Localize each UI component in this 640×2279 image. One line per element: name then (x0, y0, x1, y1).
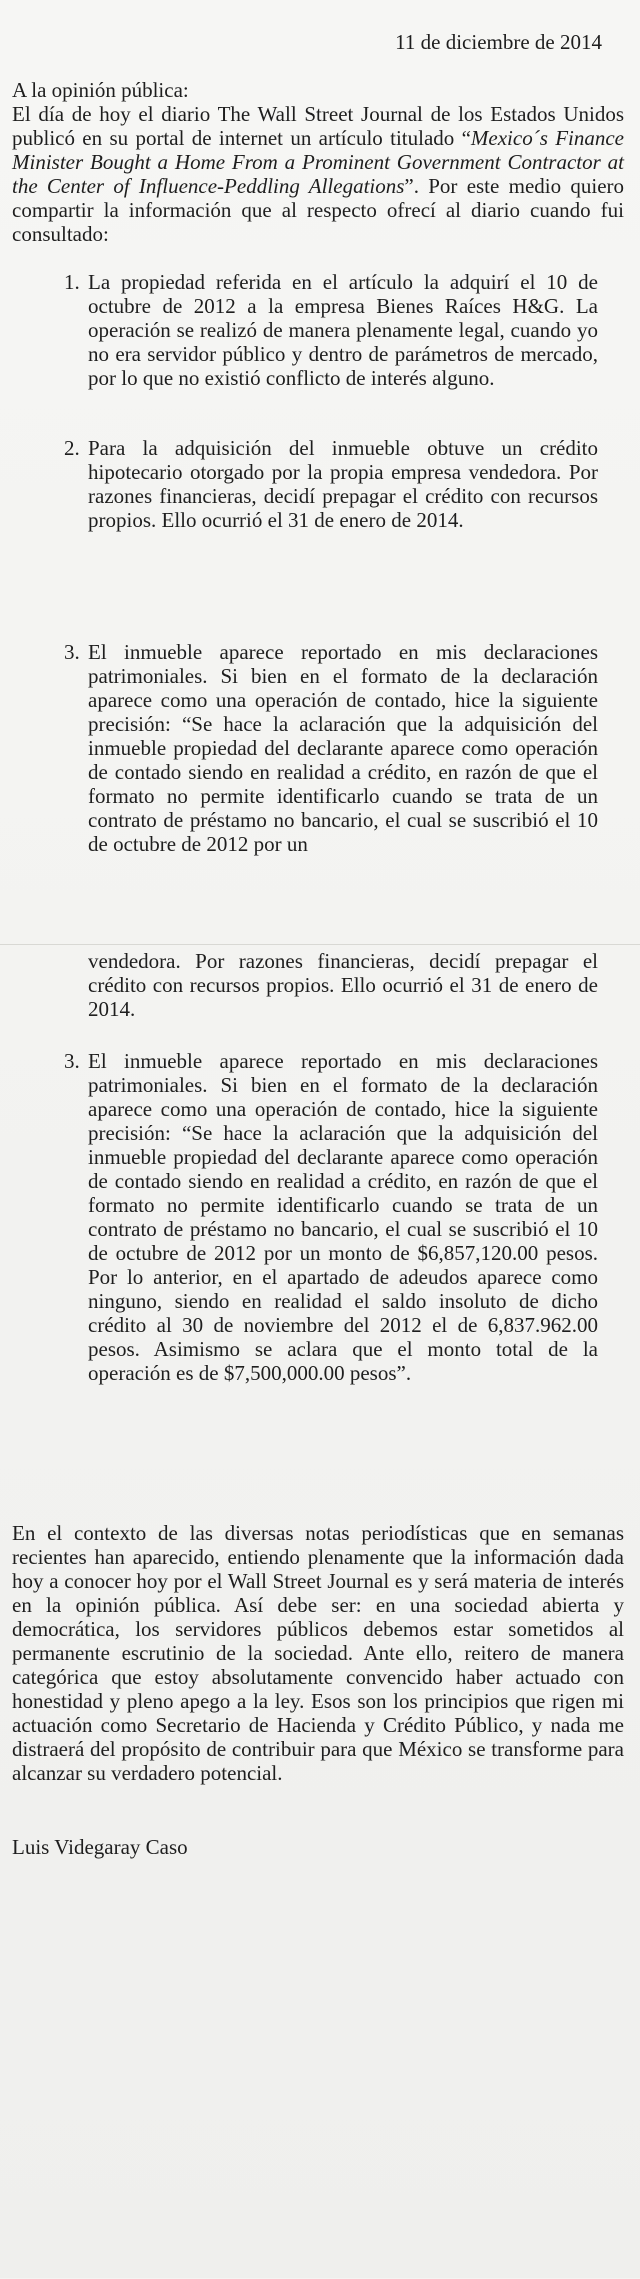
list-number: 1. (64, 270, 80, 294)
closing-paragraph: En el contexto de las diversas notas periodísticas que en semanas recientes han aparecido, entiendo plenamente que la información dada hoy a conocer hoy por el Wall Street Journal es y será materia de interés en la opinión pública. Así debe ser: en una sociedad abierta y democrática, los servidores públicos debemos estar sometidos al permanente escrutinio de la sociedad. Ante ello, reitero de manera categórica que estoy absolutamente convencido haber actuado con honestidad y pleno apego a la ley. Esos son los principios que rigen mi actuación como Secretario de Hacienda y Crédito Público, y nada me distraerá del propósito de contribuir para que México se transforme para alcanzar su verdadero potencial. (12, 1521, 624, 1785)
letter-sheet-bottom (0, 944, 640, 2279)
salutation: A la opinión pública: (12, 78, 189, 102)
list-item-3 (64, 640, 598, 856)
list-number: 2. (64, 436, 80, 460)
list-item-1 (64, 270, 598, 390)
list-item-text: El inmueble aparece reportado en mis declaraciones patrimoniales. Si bien en el formato de la declaración aparece como una operación de contado, hice la siguiente precisión: “Se hace la aclaración que la adquisición del inmueble propiedad del declarante aparece como operación de contado siendo en realidad a crédito, en razón de que el formato no permite identificarlo cuando se trata de un contrato de préstamo no bancario, el cual se suscribió el 10 de octubre de 2012 por un (88, 640, 598, 856)
letter-intro (12, 78, 624, 246)
article-title: Mexico´s Finance Minister Bought a Home From a Prominent Government Contractor at the Center of Influence-Peddling Allegations (12, 126, 624, 198)
list-item-text: Para la adquisición del inmueble obtuve un crédito hipotecario otorgado por la propia empresa vendedora. Por razones financieras, decidí prepagar el crédito con recursos propios. Ello ocurrió el 31 de enero de 2014. (88, 436, 598, 532)
list-item-2 (64, 436, 598, 532)
intro-paragraph (12, 102, 624, 246)
list-item-text: vendedora. Por razones financieras, decidí prepagar el crédito con recursos propios. Ello ocurrió el 31 de enero de 2014. (88, 949, 598, 1021)
list-number: 3. (64, 640, 80, 664)
list-item-2-continuation (88, 949, 598, 1021)
intro-before-title: El día de hoy el diario The Wall Street Journal de los Estados Unidos publicó en su portal de internet un artículo titulado “ (12, 102, 624, 150)
letter-date: 11 de diciembre de 2014 (395, 30, 602, 54)
signature: Luis Videgaray Caso (12, 1835, 188, 1859)
list-item-text: El inmueble aparece reportado en mis declaraciones patrimoniales. Si bien en el formato de la declaración aparece como una operación de contado, hice la siguiente precisión: “Se hace la aclaración que la adquisición del inmueble propiedad del declarante aparece como operación de contado siendo en realidad a crédito, en razón de que el formato no permite identificarlo cuando se trata de un contrato de préstamo no bancario, el cual se suscribió el 10 de octubre de 2012 por un monto de $6,857,120.00 pesos. Por lo anterior, en el apartado de adeudos aparece como ninguno, siendo en realidad el saldo insoluto de dicho crédito al 30 de noviembre del 2012 el de 6,837.962.00 pesos. Asimismo se aclara que el monto total de la operación es de $7,500,000.00 pesos”. (88, 1049, 598, 1385)
list-number: 3. (64, 1049, 80, 1073)
list-item-3-full (64, 1049, 598, 1385)
letter-sheet-top (0, 0, 640, 944)
intro-after-title: ”. Por este medio quiero compartir la información que al respecto ofrecí al diario cuando fui consultado: (12, 174, 625, 246)
list-item-text: La propiedad referida en el artículo la adquirí el 10 de octubre de 2012 a la empresa Bienes Raíces H&G. La operación se realizó de manera plenamente legal, cuando yo no era servidor público y dentro de parámetros de mercado, por lo que no existió conflicto de interés alguno. (88, 270, 598, 390)
